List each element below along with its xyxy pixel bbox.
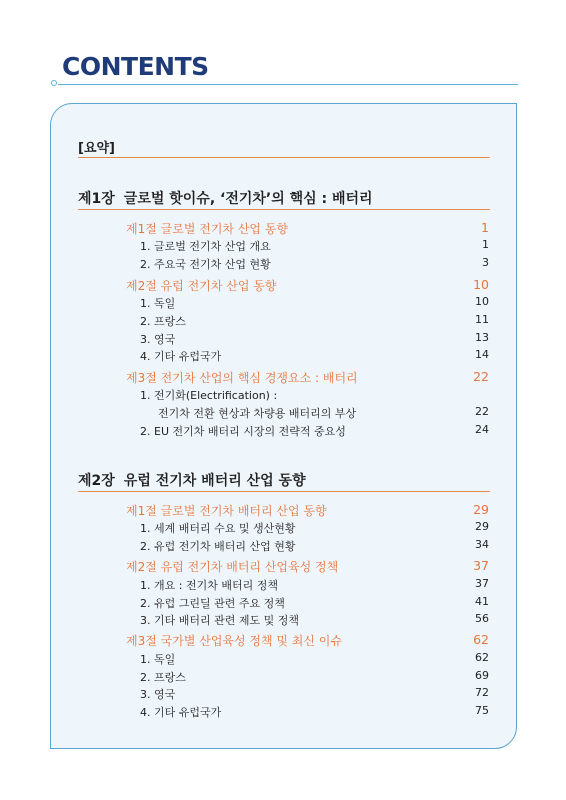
chapter-1-divider bbox=[78, 209, 490, 210]
item-page: 22 bbox=[475, 405, 489, 418]
toc-section[interactable] bbox=[126, 369, 489, 385]
item-page: 11 bbox=[475, 313, 489, 326]
item-page: 62 bbox=[475, 651, 489, 664]
section-title: 제2절 유럽 전기차 산업 동향 bbox=[126, 279, 277, 293]
toc-item[interactable] bbox=[140, 704, 489, 720]
item-title: 3. 영국 bbox=[140, 688, 176, 701]
title-rule bbox=[58, 84, 518, 85]
section-page: 22 bbox=[473, 369, 489, 384]
toc-item[interactable] bbox=[140, 686, 489, 702]
item-title: 2. 유럽 그린딜 관련 주요 정책 bbox=[140, 597, 285, 610]
item-page: 24 bbox=[475, 423, 489, 436]
toc-item[interactable] bbox=[140, 538, 489, 554]
toc-item[interactable] bbox=[140, 520, 489, 536]
item-title: 1. 전기화(Electrification) : bbox=[140, 389, 278, 402]
toc-item[interactable] bbox=[140, 595, 489, 611]
section-page: 37 bbox=[473, 558, 489, 573]
item-page: 3 bbox=[482, 256, 489, 269]
toc-item[interactable] bbox=[140, 612, 489, 628]
toc-item[interactable] bbox=[140, 331, 489, 347]
summary-divider bbox=[78, 157, 490, 158]
item-title: 2. 프랑스 bbox=[140, 315, 186, 328]
item-page: 72 bbox=[475, 686, 489, 699]
item-page: 56 bbox=[475, 612, 489, 625]
chapter-1-heading[interactable] bbox=[78, 188, 373, 208]
item-page: 41 bbox=[475, 595, 489, 608]
toc-section[interactable] bbox=[126, 502, 489, 518]
item-page: 13 bbox=[475, 331, 489, 344]
item-page: 34 bbox=[475, 538, 489, 551]
item-title: 1. 독일 bbox=[140, 653, 176, 666]
toc-section[interactable] bbox=[126, 632, 489, 648]
item-page: 75 bbox=[475, 704, 489, 717]
toc-section[interactable] bbox=[126, 277, 489, 293]
chapter-2-divider bbox=[78, 491, 490, 492]
toc-item[interactable] bbox=[140, 423, 489, 439]
toc-item[interactable] bbox=[140, 669, 489, 685]
item-page: 37 bbox=[475, 577, 489, 590]
chapter-1-number: 제1장 bbox=[78, 191, 115, 207]
item-page: 69 bbox=[475, 669, 489, 682]
section-page: 62 bbox=[473, 632, 489, 647]
item-title: 2. 프랑스 bbox=[140, 671, 186, 684]
toc-item[interactable] bbox=[140, 313, 489, 329]
toc-item[interactable] bbox=[140, 256, 489, 272]
item-title: 2. 유럽 전기차 배터리 산업 현황 bbox=[140, 540, 296, 553]
item-page: 14 bbox=[475, 348, 489, 361]
item-title: 3. 기타 배터리 관련 제도 및 정책 bbox=[140, 614, 299, 627]
section-page: 1 bbox=[481, 220, 489, 235]
toc-item[interactable] bbox=[140, 577, 489, 593]
item-page: 10 bbox=[475, 295, 489, 308]
item-title: 3. 영국 bbox=[140, 333, 176, 346]
title-rule-dot bbox=[51, 80, 57, 86]
item-title: 4. 기타 유럽국가 bbox=[140, 706, 222, 719]
item-title: 1. 독일 bbox=[140, 297, 176, 310]
section-title: 제2절 유럽 전기차 배터리 산업육성 정책 bbox=[126, 560, 339, 574]
toc-section[interactable] bbox=[126, 220, 489, 236]
item-title: 2. 주요국 전기차 산업 현황 bbox=[140, 258, 271, 271]
toc-item[interactable] bbox=[140, 295, 489, 311]
toc-item[interactable] bbox=[140, 651, 489, 667]
chapter-2-number: 제2장 bbox=[78, 473, 115, 489]
page-title: CONTENTS bbox=[62, 52, 209, 81]
section-page: 10 bbox=[473, 277, 489, 292]
item-title: 전기차 전환 현상과 차량용 배터리의 부상 bbox=[158, 407, 357, 420]
item-title: 4. 기타 유럽국가 bbox=[140, 350, 222, 363]
item-page: 29 bbox=[475, 520, 489, 533]
section-title: 제3절 국가별 산업육성 정책 및 최신 이슈 bbox=[126, 634, 342, 648]
item-title: 1. 개요 : 전기차 배터리 정책 bbox=[140, 579, 278, 592]
item-title: 1. 세계 배터리 수요 및 생산현황 bbox=[140, 522, 296, 535]
item-page: 1 bbox=[482, 238, 489, 251]
section-title: 제1절 글로벌 전기차 산업 동향 bbox=[126, 222, 288, 236]
chapter-1-title: 글로벌 핫이슈, ‘전기차’의 핵심 : 배터리 bbox=[123, 191, 373, 207]
toc-item[interactable] bbox=[140, 238, 489, 254]
section-title: 제1절 글로벌 전기차 배터리 산업 동향 bbox=[126, 504, 327, 518]
toc-section[interactable] bbox=[126, 558, 489, 574]
section-title: 제3절 전기차 산업의 핵심 경쟁요소 : 배터리 bbox=[126, 371, 358, 385]
toc-item[interactable] bbox=[140, 387, 489, 403]
section-page: 29 bbox=[473, 502, 489, 517]
chapter-2-heading[interactable] bbox=[78, 470, 306, 490]
item-title: 2. EU 전기차 배터리 시장의 전략적 중요성 bbox=[140, 425, 346, 438]
toc-item[interactable] bbox=[140, 348, 489, 364]
item-title: 1. 글로벌 전기차 산업 개요 bbox=[140, 240, 271, 253]
toc-item[interactable] bbox=[158, 405, 489, 421]
toc-summary-link[interactable]: [요약] bbox=[78, 141, 115, 156]
chapter-2-title: 유럽 전기차 배터리 산업 동향 bbox=[123, 473, 306, 489]
